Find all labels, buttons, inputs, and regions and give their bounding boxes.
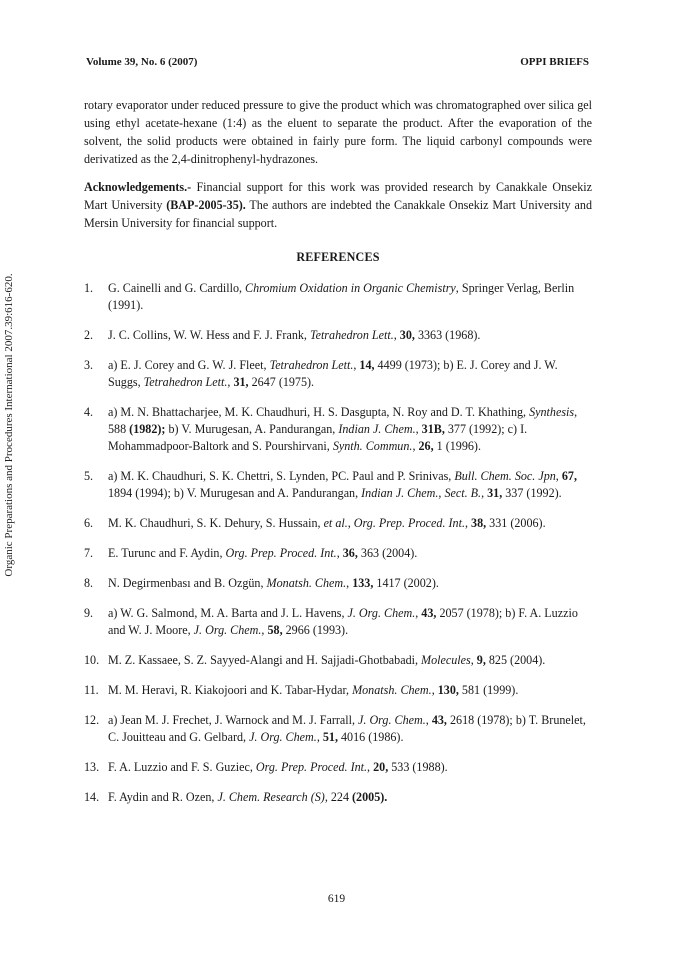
reference-number: 14.: [84, 790, 100, 804]
reference-number: 8.: [84, 576, 94, 590]
reference-fragment: ,: [261, 623, 268, 637]
reference-italic: Tetrahedron Lett.: [309, 328, 394, 342]
reference-italic: Indian J. Chem.: [338, 422, 416, 436]
reference-fragment: b) V. Murugesan, A. Pandurangan,: [165, 422, 339, 436]
reference-fragment: 331 (2006).: [486, 516, 546, 530]
reference-fragment: ,: [347, 516, 354, 530]
reference-italic: Synthesis: [529, 405, 575, 419]
reference-bold: 30,: [399, 328, 415, 342]
reference-italic: J. Org. Chem.: [347, 606, 416, 620]
reference-fragment: 337 (1992).: [502, 486, 562, 500]
references-list: [84, 280, 592, 806]
reference-italic: Org. Prep. Proced. Int.: [353, 516, 465, 530]
reference-text: [108, 606, 578, 637]
reference-fragment: 1417 (2002).: [373, 576, 439, 590]
reference-fragment: 2618 (1978); b) T. Brunelet, C. Jouitteau and G. Gelbard,: [108, 713, 586, 744]
reference-fragment: ,: [353, 358, 360, 372]
reference-item: [84, 605, 592, 639]
reference-fragment: F. A. Luzzio and F. S. Guziec,: [108, 760, 256, 774]
reference-italic: Monatsh. Chem.: [266, 576, 347, 590]
reference-item: [84, 515, 592, 532]
reference-fragment: ,: [412, 439, 419, 453]
reference-fragment: ,: [367, 760, 374, 774]
grant-number: (BAP-2005-35).: [166, 198, 246, 212]
reference-bold: (2005).: [352, 790, 388, 804]
reference-number: 3.: [84, 358, 94, 372]
reference-fragment: 1 (1996).: [433, 439, 481, 453]
reference-fragment: 363 (2004).: [357, 546, 418, 560]
reference-bold: 133,: [352, 576, 374, 590]
reference-fragment: 825 (2004).: [485, 653, 546, 667]
reference-text: [108, 546, 417, 560]
reference-item: [84, 357, 592, 391]
reference-italic: Tetrahedron Lett.: [143, 375, 228, 389]
reference-bold: 58,: [267, 623, 283, 637]
reference-fragment: F. Aydin and R. Ozen,: [108, 790, 218, 804]
reference-fragment: ,: [316, 730, 323, 744]
reference-italic: et al.: [323, 516, 348, 530]
reference-italic: Monatsh. Chem.: [352, 683, 432, 697]
reference-fragment: ,: [346, 576, 353, 590]
page-number: 619: [327, 893, 346, 905]
reference-fragment: a) E. J. Corey and G. W. J. Fleet,: [108, 358, 270, 372]
reference-number: 13.: [84, 760, 100, 774]
acknowledgements-text-end: The authors are indebted the Canakkale Onsekiz Mart University and Mersin University for financial support.: [84, 198, 592, 230]
reference-bold: 31B,: [421, 422, 445, 436]
reference-item: [84, 712, 592, 746]
reference-text: [108, 760, 448, 774]
reference-bold: 43,: [431, 713, 447, 727]
reference-bold: 20,: [373, 760, 389, 774]
reference-number: 9.: [84, 606, 94, 620]
reference-fragment: ,: [336, 546, 343, 560]
reference-fragment: G. Cainelli and G. Cardillo,: [108, 281, 246, 295]
reference-italic: Indian J. Chem., Sect. B.: [361, 486, 482, 500]
reference-bold: 9,: [476, 653, 486, 667]
reference-item: [84, 545, 592, 562]
running-header-section: OPPI BRIEFS: [520, 56, 589, 68]
reference-fragment: ,: [555, 469, 562, 483]
reference-bold: 14,: [359, 358, 375, 372]
reference-fragment: a) M. K. Chaudhuri, S. K. Chettri, S. Lynden, PC. Paul and P. Srinivas,: [108, 469, 455, 483]
reference-fragment: ,: [227, 375, 234, 389]
reference-fragment: 377 (1992); c) I. Mohammadpoor-Baltork and S. Pourshirvani,: [108, 422, 528, 453]
reference-fragment: ,: [481, 486, 488, 500]
reference-text: [108, 281, 574, 312]
reference-bold: 31,: [233, 375, 249, 389]
reference-text: [108, 576, 439, 590]
reference-fragment: M. Z. Kassaee, S. Z. Sayyed-Alangi and H. Sajjadi-Ghotbabadi,: [108, 653, 422, 667]
reference-italic: J. Org. Chem.: [193, 623, 262, 637]
reference-fragment: ,: [415, 606, 422, 620]
side-margin-note-text: Organic Preparations and Procedures International 2007.39:616-620.: [3, 273, 15, 577]
reference-item: [84, 652, 592, 669]
reference-item: [84, 280, 592, 314]
reference-fragment: 2057 (1978); b) F. A. Luzzio and W. J. Moore,: [108, 606, 578, 637]
reference-italic: Tetrahedron Lett.: [269, 358, 354, 372]
reference-fragment: ,: [415, 422, 422, 436]
body-paragraph: rotary evaporator under reduced pressure to give the product which was chromatographed over silica gel using ethyl acetate-hexane (1:4) as the eluent to separate the product. After the evaporation of the solvent, the solid products were obtained in fairly pure form. The liquid carbonyl compounds were derivatized as the 2,4-dinitrophenyl-hydrazones.: [84, 98, 592, 166]
reference-text: [108, 790, 387, 804]
reference-bold: 38,: [471, 516, 487, 530]
reference-italic: Bull. Chem. Soc. Jpn: [454, 469, 556, 483]
reference-italic: Chromium Oxidation in Organic Chemistry: [245, 281, 456, 295]
reference-fragment: , Springer Verlag, Berlin (1991).: [108, 281, 575, 312]
reference-number: 7.: [84, 546, 94, 560]
reference-fragment: 1894 (1994); b) V. Murugesan and A. Pandurangan,: [108, 486, 362, 500]
reference-italic: J. Org. Chem.: [358, 713, 426, 727]
reference-fragment: , 224: [324, 790, 353, 804]
reference-item: [84, 468, 592, 502]
reference-number: 2.: [84, 328, 94, 342]
reference-text: [108, 405, 577, 453]
reference-item: [84, 759, 592, 776]
reference-bold: 36,: [342, 546, 358, 560]
reference-fragment: 4499 (1973); b) E. J. Corey and J. W. Suggs,: [108, 358, 558, 389]
reference-fragment: ,: [393, 328, 400, 342]
running-header-volume: Volume 39, No. 6 (2007): [86, 56, 198, 68]
reference-text: [108, 516, 546, 530]
reference-number: 5.: [84, 469, 94, 483]
reference-text: [108, 713, 586, 744]
reference-fragment: 3363 (1968).: [414, 328, 481, 342]
reference-fragment: J. C. Collins, W. W. Hess and F. J. Frank,: [108, 328, 310, 342]
reference-bold: (1982);: [129, 422, 166, 436]
reference-bold: 26,: [418, 439, 434, 453]
reference-item: [84, 789, 592, 806]
reference-bold: 31,: [487, 486, 503, 500]
reference-text: [108, 683, 518, 697]
reference-italic: Org. Prep. Proced. Int.: [255, 760, 368, 774]
reference-fragment: ,: [425, 713, 432, 727]
reference-fragment: M. K. Chaudhuri, S. K. Dehury, S. Hussain,: [108, 516, 324, 530]
reference-fragment: 533 (1988).: [388, 760, 448, 774]
reference-fragment: a) W. G. Salmond, M. A. Barta and J. L. Havens,: [108, 606, 348, 620]
reference-italic: Synth. Commun.: [332, 439, 413, 453]
reference-fragment: 4016 (1986).: [337, 730, 404, 744]
reference-bold: 67,: [561, 469, 577, 483]
reference-fragment: ,: [470, 653, 477, 667]
reference-fragment: a) Jean M. J. Frechet, J. Warnock and M. J. Farrall,: [108, 713, 359, 727]
acknowledgements-heading: Acknowledgements.-: [84, 180, 192, 194]
reference-fragment: E. Turunc and F. Aydin,: [108, 546, 226, 560]
reference-item: [84, 327, 592, 344]
acknowledgements-paragraph: [84, 178, 592, 232]
references-heading: REFERENCES: [296, 250, 380, 264]
reference-item: [84, 682, 592, 699]
reference-item: [84, 404, 592, 455]
page-content: [84, 96, 592, 819]
reference-fragment: M. M. Heravi, R. Kiakojoori and K. Tabar-Hydar,: [108, 683, 353, 697]
reference-italic: Molecules: [421, 653, 471, 667]
reference-text: [108, 358, 558, 389]
reference-bold: 43,: [421, 606, 437, 620]
reference-fragment: 581 (1999).: [458, 683, 519, 697]
reference-number: 1.: [84, 281, 94, 295]
reference-text: [108, 469, 577, 500]
reference-number: 6.: [84, 516, 94, 530]
reference-fragment: ,: [464, 516, 472, 530]
reference-italic: J. Chem. Research (S): [217, 790, 325, 804]
reference-fragment: 2647 (1975).: [248, 375, 315, 389]
reference-fragment: 2966 (1993).: [282, 623, 349, 637]
reference-fragment: ,: [431, 683, 438, 697]
reference-number: 10.: [84, 653, 100, 667]
reference-bold: 130,: [437, 683, 459, 697]
reference-number: 4.: [84, 405, 94, 419]
reference-number: 12.: [84, 713, 100, 727]
reference-text: [108, 653, 545, 667]
reference-text: [108, 328, 480, 342]
reference-number: 11.: [84, 683, 99, 697]
reference-fragment: , 588: [108, 405, 578, 436]
reference-item: [84, 575, 592, 592]
reference-bold: 51,: [322, 730, 338, 744]
side-margin-note: [2, 240, 16, 610]
reference-italic: Org. Prep. Proced. Int.: [225, 546, 337, 560]
reference-fragment: N. Degirmenbası and B. Ozgün,: [108, 576, 267, 590]
reference-italic: J. Org. Chem.: [249, 730, 317, 744]
reference-fragment: a) M. N. Bhattacharjee, M. K. Chaudhuri, H. S. Dasgupta, N. Roy and D. T. Khathing,: [108, 405, 530, 419]
acknowledgements-text: Financial support for this work was provided research by Canakkale Onsekiz Mart University: [84, 180, 592, 212]
